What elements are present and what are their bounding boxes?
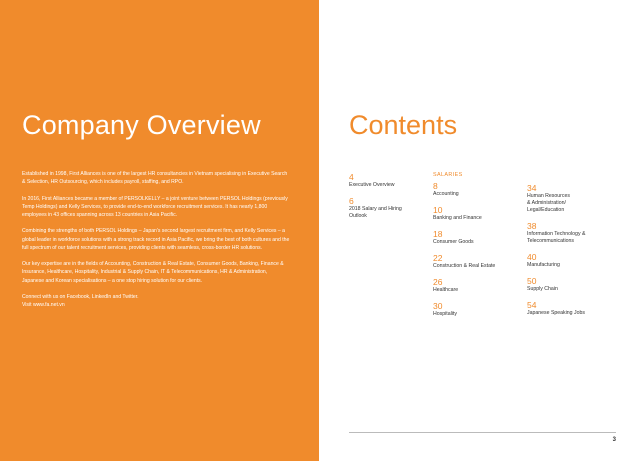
contents-entry-hospitality[interactable] [433, 301, 521, 318]
entry-label: Manufacturing [527, 262, 560, 268]
entry-label: Hospitality [433, 311, 457, 317]
page-number-ref: 40 [527, 252, 537, 262]
entry-label: Construction & Real Estate [433, 263, 496, 269]
page-number-ref: 22 [433, 253, 443, 263]
page-number-ref: 10 [433, 205, 443, 215]
contents-entry-it-telecom[interactable] [527, 221, 615, 245]
contents-entry-accounting[interactable] [433, 181, 521, 198]
page-number-ref: 6 [349, 196, 354, 206]
contents-column-salaries [433, 172, 521, 325]
company-overview-body [22, 170, 290, 318]
overview-paragraph: In 2016, First Alliances became a member of PERSOLKELLY – a joint venture between PERSOL Holdings (previously Temp Holdings) and Kelly Services, to provide end-to-end workforce recruitment services. It has nearly 1,800 employees in 43 offices spanning across 13 countries in Asia Pacific. [22, 195, 288, 218]
page-number-ref: 34 [527, 183, 537, 193]
page-number: 3 [612, 437, 616, 443]
contents-entry-executive-overview[interactable] [349, 172, 423, 189]
entry-label: Japanese Speaking Jobs [527, 310, 585, 316]
entry-label: Healthcare [433, 287, 459, 293]
page-number-ref: 8 [433, 181, 438, 191]
contents-entry-construction[interactable] [433, 253, 521, 270]
page-number-ref: 18 [433, 229, 443, 239]
page-number-ref: 54 [527, 300, 537, 310]
contents-column-1 [349, 172, 423, 227]
entry-label: Human Resources & Administration/ Legal/Education [527, 193, 570, 213]
entry-label: Executive Overview [349, 182, 395, 188]
contents-entry-banking-finance[interactable] [433, 205, 521, 222]
entry-label: Consumer Goods [433, 239, 474, 245]
contents-title: Contents [349, 110, 458, 140]
overview-contact-paragraph: Connect with us on Facebook, LinkedIn and Twitter. Visit www.fa.net.vn [22, 293, 139, 309]
contents-entry-human-resources[interactable] [527, 183, 615, 214]
page-number-ref: 38 [527, 221, 537, 231]
entry-label: Information Technology & Telecommunications [527, 231, 586, 244]
contents-entry-salary-outlook[interactable] [349, 196, 423, 220]
salaries-heading: SALARIES [433, 172, 463, 178]
page-number-ref: 50 [527, 276, 537, 286]
contents-entry-consumer-goods[interactable] [433, 229, 521, 246]
contents-entry-japanese-jobs[interactable] [527, 300, 615, 317]
footer-divider [349, 432, 616, 433]
overview-paragraph: Combining the strengths of both PERSOL Holdings – Japan's second largest recruitment firm, and Kelly Services – a global leader in workforce solutions with a strong track record in Asia Pacific, we bring the best of both cultures and the full spectrum of our talent recruitment services, providing clients with seamless, cross-border HR solutions. [22, 228, 290, 251]
overview-paragraph: Our key expertise are in the fields of Accounting, Construction & Real Estate, Consumer Goods, Banking, Finance & Insurance, Healthcare, Hospitality, Industrial & Supply Chain, IT & Telecommunications, HR & Administration, Japanese and Korean specialisations – a one stop hiring solution for our clients. [22, 261, 284, 284]
page-number-ref: 26 [433, 277, 443, 287]
entry-label: Accounting [433, 191, 459, 197]
entry-label: Supply Chain [527, 286, 558, 292]
contents-entry-manufacturing[interactable] [527, 252, 615, 269]
entry-label: Banking and Finance [433, 215, 482, 221]
overview-paragraph: Established in 1998, First Alliances is one of the largest HR consultancies in Vietnam specialising in Executive Search & Selection, HR Outsourcing, which includes payroll, staffing, and RPO. [22, 171, 288, 186]
page-number-ref: 30 [433, 301, 443, 311]
company-overview-title: Company Overview [22, 110, 261, 140]
contents-entry-healthcare[interactable] [433, 277, 521, 294]
contents-column-3 [527, 183, 615, 324]
contents-entry-supply-chain[interactable] [527, 276, 615, 293]
entry-label: 2018 Salary and Hiring Outlook [349, 206, 402, 219]
page-number-ref: 4 [349, 172, 354, 182]
